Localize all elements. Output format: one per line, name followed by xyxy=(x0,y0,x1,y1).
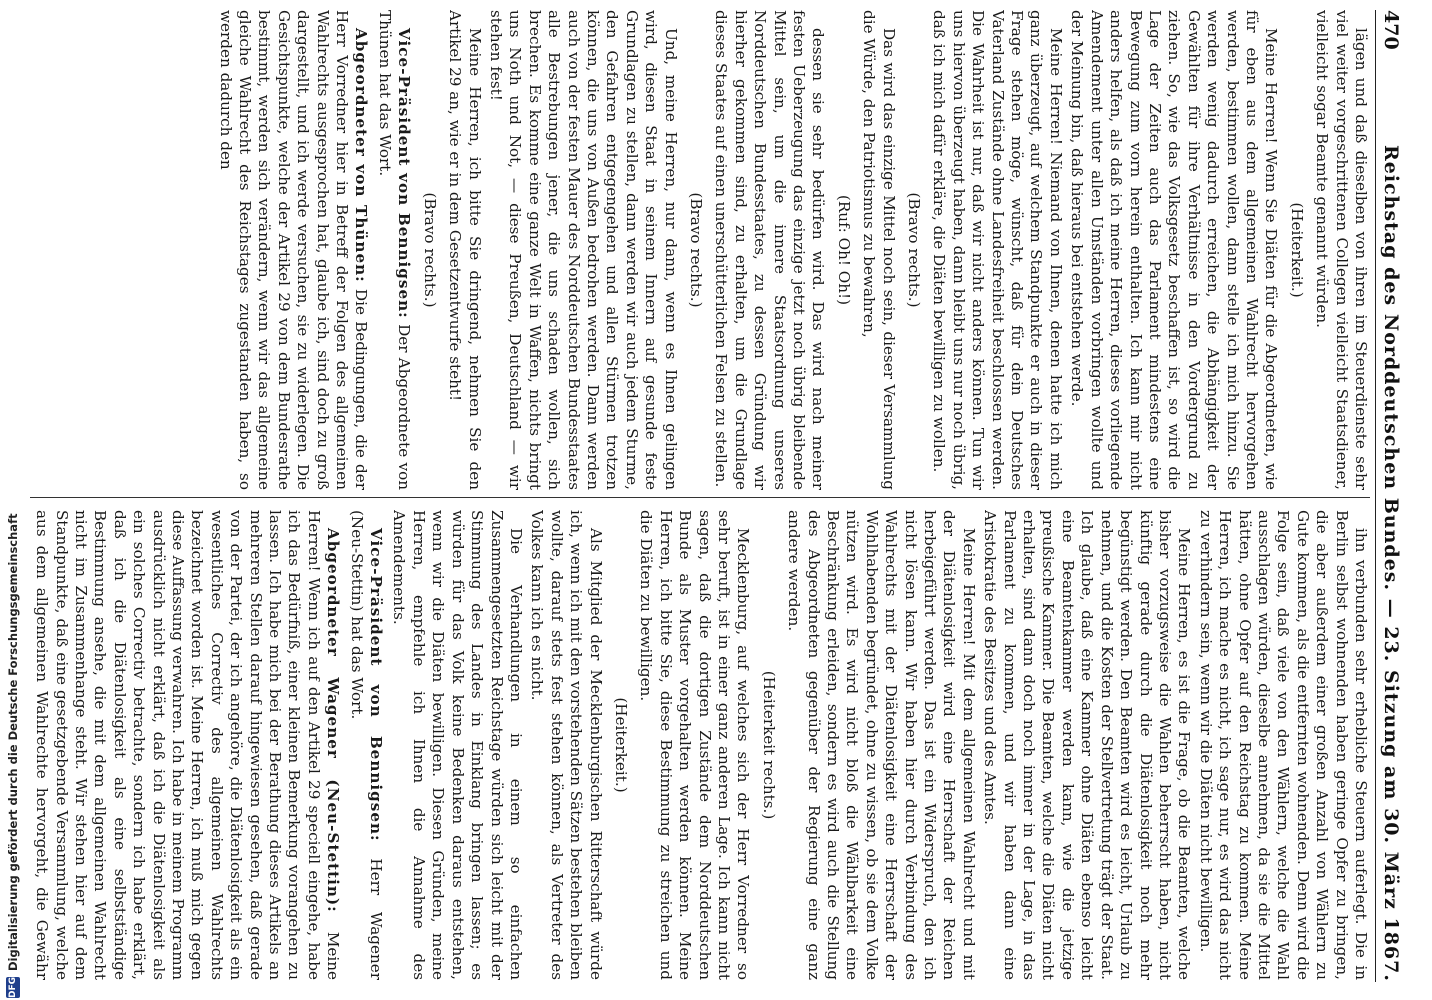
dfg-logo-icon: DFG xyxy=(8,976,18,998)
body-paragraph: Das wird das einzige Mittel noch sein, dieser Versammlung die Würde, den Patriotismus zu bewahren, xyxy=(860,10,898,490)
speaker-name: Abgeordneter Wagener (Neu-Stettin): xyxy=(324,528,343,913)
body-paragraph: Meine Herren, ich bitte Sie dringend, nehmen Sie den Artikel 29 an, wie er in dem Gesetzentwurfe steht! xyxy=(446,10,484,490)
speech-paragraph xyxy=(346,510,385,980)
page-number: 470 xyxy=(1380,10,1402,50)
body-paragraph: Meine Herren! Wenn Sie Diäten für die Abgeordneten, wie für eben aus dem allgemeinen Wahlrecht hervorgehen werden, bestimmen wollen, dann stelle ich mich hinzu. Sie werden wenig dadurch erreichen, die Abhängigkeit der Gewählten für ihre Verhältnisse in den Vordergrund zu ziehen. So, wie das Volksgesetz beschaffen ist, so wird die Lage der Zeiten auch das Parlament mindestens eine Bewegung zum vorn herein enthalten. Ich kann mir nicht anders helfen, als daß ich meine Herren, dieses vorliegende Amendement unter allen Umständen vorbringen wollte und der Meinung bin, daß hieraus bei entstehen werde. xyxy=(1068,10,1281,490)
right-column xyxy=(30,510,1370,980)
body-paragraph: Die Verhandlungen in einem so einfachen Zusammengesetzten Reichstage würden sich leicht mit der Stimmung des Landes in Einklang bringen lassen; es würden für das Volk keine Bedenken daraus entstehen, wenn wir die Diäten bewilligen. Diesen Gründen, meine Herren, empfehle ich Ihnen die Annahme des Amendements. xyxy=(390,510,525,980)
body-paragraph: Meine Herren! Mit dem allgemeinen Wahlrecht und mit der Diätenlosigkeit wird eine Herrschaft der Reichen herbeigeführt werden. Das ist ein Widerspruch, den ich nicht lösen kann. Wir haben hier durch Verbindung des Wahlrechts mit der Diätenlosigkeit eine Herrschaft der Wohlhabenden begründet, ohne zu wissen, ob sie dem Volke nützen wird. Es wird nicht bloß die Wählbarkeit eine Beschränkung erleiden, sondern es wird auch die Stellung des Abgeordneten gegenüber der Regierung eine ganz andere werden. xyxy=(785,510,978,980)
speech-text: Der Abgeordnete von Thünen hat das Wort. xyxy=(375,10,414,490)
body-paragraph: dessen sie sehr bedürfen wird. Das wird nach meiner festen Ueberzeugung das einzige jetzt noch übrig bleibende Mittel sein, um die innere Staatsordnung unseres Norddeutschen Bundesstaates, zu dessen Gründung wir hierher gekommen sind, zu erhalten, um die Grundlage dieses Staates auf einen unerschütterlichen Felsen zu stellen. xyxy=(712,10,828,490)
left-column xyxy=(30,10,1370,490)
stage-direction: (Heiterkeit rechts.) xyxy=(759,670,778,820)
body-paragraph: Als Mitglied der Mecklenburgischen Ritterschaft würde ich, wenn ich mit den vorstehenden Sätzen bestehen bleiben wollte, darauf stets fest stehen können, als Vertreter des Volkes kann ich es nicht. xyxy=(528,510,605,980)
stage-direction: (Bravo rechts.) xyxy=(687,192,705,308)
page-header xyxy=(1375,10,1414,982)
body-paragraph: ihn verbunden sehr erhebliche Steuern auferlegt. Die in Berlin selbst wohnenden haben geringe Opfer zu bringen, die aber außerdem einer großen Anzahl von Wählern zu Gute kommen, als die entfernten wohnenden. Denn wird die Folge sein, daß viele von den Wählern, welche die Wahl ausschlagen würden, dieselbe annehmen, da sie die Mittel hätten, ohne Opfer auf den Reichstag zu kommen. Meine Herren, ich mache es nicht, ich sage nur, es wird das nicht zu verhindern sein, wenn wir die Diäten nicht bewilligen. xyxy=(1196,510,1370,980)
page-title: Reichstag des Norddeutschen Bundes. — 23. Sitzung am 30. März 1867. xyxy=(1380,144,1402,982)
body-paragraph: Mecklenburg, auf welches sich der Herr Vorredner so sehr beruft, ist in einer ganz anderen Lage. Ich kann nicht sagen, daß die dortigen Zustände dem Norddeutschen Bunde als Muster vorgehalten werden können. Meine Herren, ich bitte Sie, diese Bestimmung zu streichen und die Diäten zu bewilligen. xyxy=(637,510,753,980)
speaker-name: Vice-Präsident von Bennigsen: xyxy=(367,528,386,842)
stage-direction: (Heiterkeit.) xyxy=(1287,202,1306,298)
speech-paragraph xyxy=(375,10,414,490)
speech-text: Herr Wagener (Neu-Stettin) hat das Wort. xyxy=(347,510,386,980)
column-divider xyxy=(30,497,1370,498)
speech-paragraph xyxy=(215,10,370,490)
stage-direction: (Heiterkeit.) xyxy=(611,697,630,793)
body-paragraph: Meine Herren, es ist die Frage, ob die Beamten, welche bisher vorzugsweise die Wahlen beherrscht haben, nicht künftig gerade durch die Diätenlosigkeit noch mehr begünstigt werden. Den Beamten wird es leicht, Urlaub zu nehmen, und die Kosten der Stellvertretung trägt der Staat. Ich glaube, daß eine Kammer ohne Diäten ebenso leicht eine Beamtenkammer werden kann, wie die jetzige preußische Kammer. Die Beamten, welche die Diäten nicht erhalten, sind dann doch noch immer in der Lage, in das Parlament zu kommen, und wir haben dann eine Aristokratie des Besitzes und des Amtes. xyxy=(981,510,1194,980)
speech-paragraph xyxy=(30,510,342,980)
body-paragraph: Und, meine Herren, nur dann, wenn es Ihnen gelingen wird, diesen Staat in seinem Innern auf gesunde feste Grundlagen zu stellen, dann werden wir auch jedem Sturme, den Gefahren entgegengehen und allen Stürmen trotzen können, die uns von Außen bedrohen werden. Dann werden auch von der festen Mauer des Norddeutschen Bundesstaates alle Bestrebungen jener, die uns schaden wollen, sich brechen. Es komme eine ganze Welt in Waffen, nichts bringt uns Noth und Not, — diese Preußen, Deutschland — wir stehen fest! xyxy=(486,10,680,490)
body-paragraph: Meine Herren! Niemand von Ihnen, denen hatte ich mich ganz überzeugt, auf welchem Standpunkte er auch in dieser Frage stehen möge, wünscht, daß für dein Deutsches Vaterland Zustände ohne Landesfreiheit beschlossen werden. Die Wahrheit ist nur, daß wir nicht anders können. Tun wir uns hiervon überzeugt haben, dann bleibt uns nur noch übrig, daß ich mich dafür erkläre, die Diäten bewilligen zu wollen. xyxy=(930,10,1065,490)
body-paragraph: lägen und daß dieselben von ihren im Steuerdienste sehr viel weiter vorgeschrittenen Collegen vielleicht Staatsdiener, vielleicht sogar Beamte genannt würden. xyxy=(1313,10,1370,490)
speech-text: Die Bedingungen, die der Herr Vorredner hier in Betreff der Folgen des allgemeinen Wahlrechts ausgesprochen hat, glaube ich, sind doch zu groß dargestellt, und ich werde versuchen, sie zu widerlegen. Die Gesichtspunkte, welche der Artikel 29 von dem Bundesrathe bestimmt, werden sich verändern, wenn wir das allgemeine gleiche Wahlrecht des Reichstages zugestanden haben, so werden dadurch den xyxy=(216,10,371,490)
speaker-name: Abgeordneter von Thünen: xyxy=(352,28,371,283)
stage-direction: (Bravo rechts.) xyxy=(905,192,924,308)
footer-text: Digitalisierung gefördert durch die Deutsche Forschungsgemeinschaft xyxy=(6,513,20,971)
speaker-name: Vice-Präsident von Bennigsen: xyxy=(395,28,414,319)
stage-direction: (Bravo rechts.) xyxy=(420,192,439,308)
speech-text: Meine Herren! Wenn ich auf den Artikel 29 speciell eingehe, habe ich das Bedürfniß, einer kleinen Bemerkung vorangehen zu lassen. Ich habe mich bei der Berathung dieses Artikels an mehreren Stellen darauf hingewiesen gesehen, daß gerade von der Partei, der ich angehöre, die Diätenlosigkeit als ein wesentliches Correctiv des allgemeinen Wahlrechts bezeichnet worden ist. Meine Herren, ich muß mich gegen diese Auffassung verwahren. Ich habe in meinem Programm ausdrücklich nicht erklärt, daß ich die Diätenlosigkeit als ein solches Correctiv betrachte, sondern ich habe erklärt, daß ich die Diätenlosigkeit als eine selbstständige Bestimmung ansehe, die mit dem allgemeinen Wahlrecht nicht im Zusammenhange steht. Wir stehen hier auf dem Standpunkte, daß eine gesetzgebende Versammlung, welche aus dem allgemeinen Wahlrechte hervorgeht, die Gewähr xyxy=(33,510,343,980)
footer-credit xyxy=(2,513,24,998)
stage-direction: (Ruf: Oh! Oh!) xyxy=(834,194,853,306)
